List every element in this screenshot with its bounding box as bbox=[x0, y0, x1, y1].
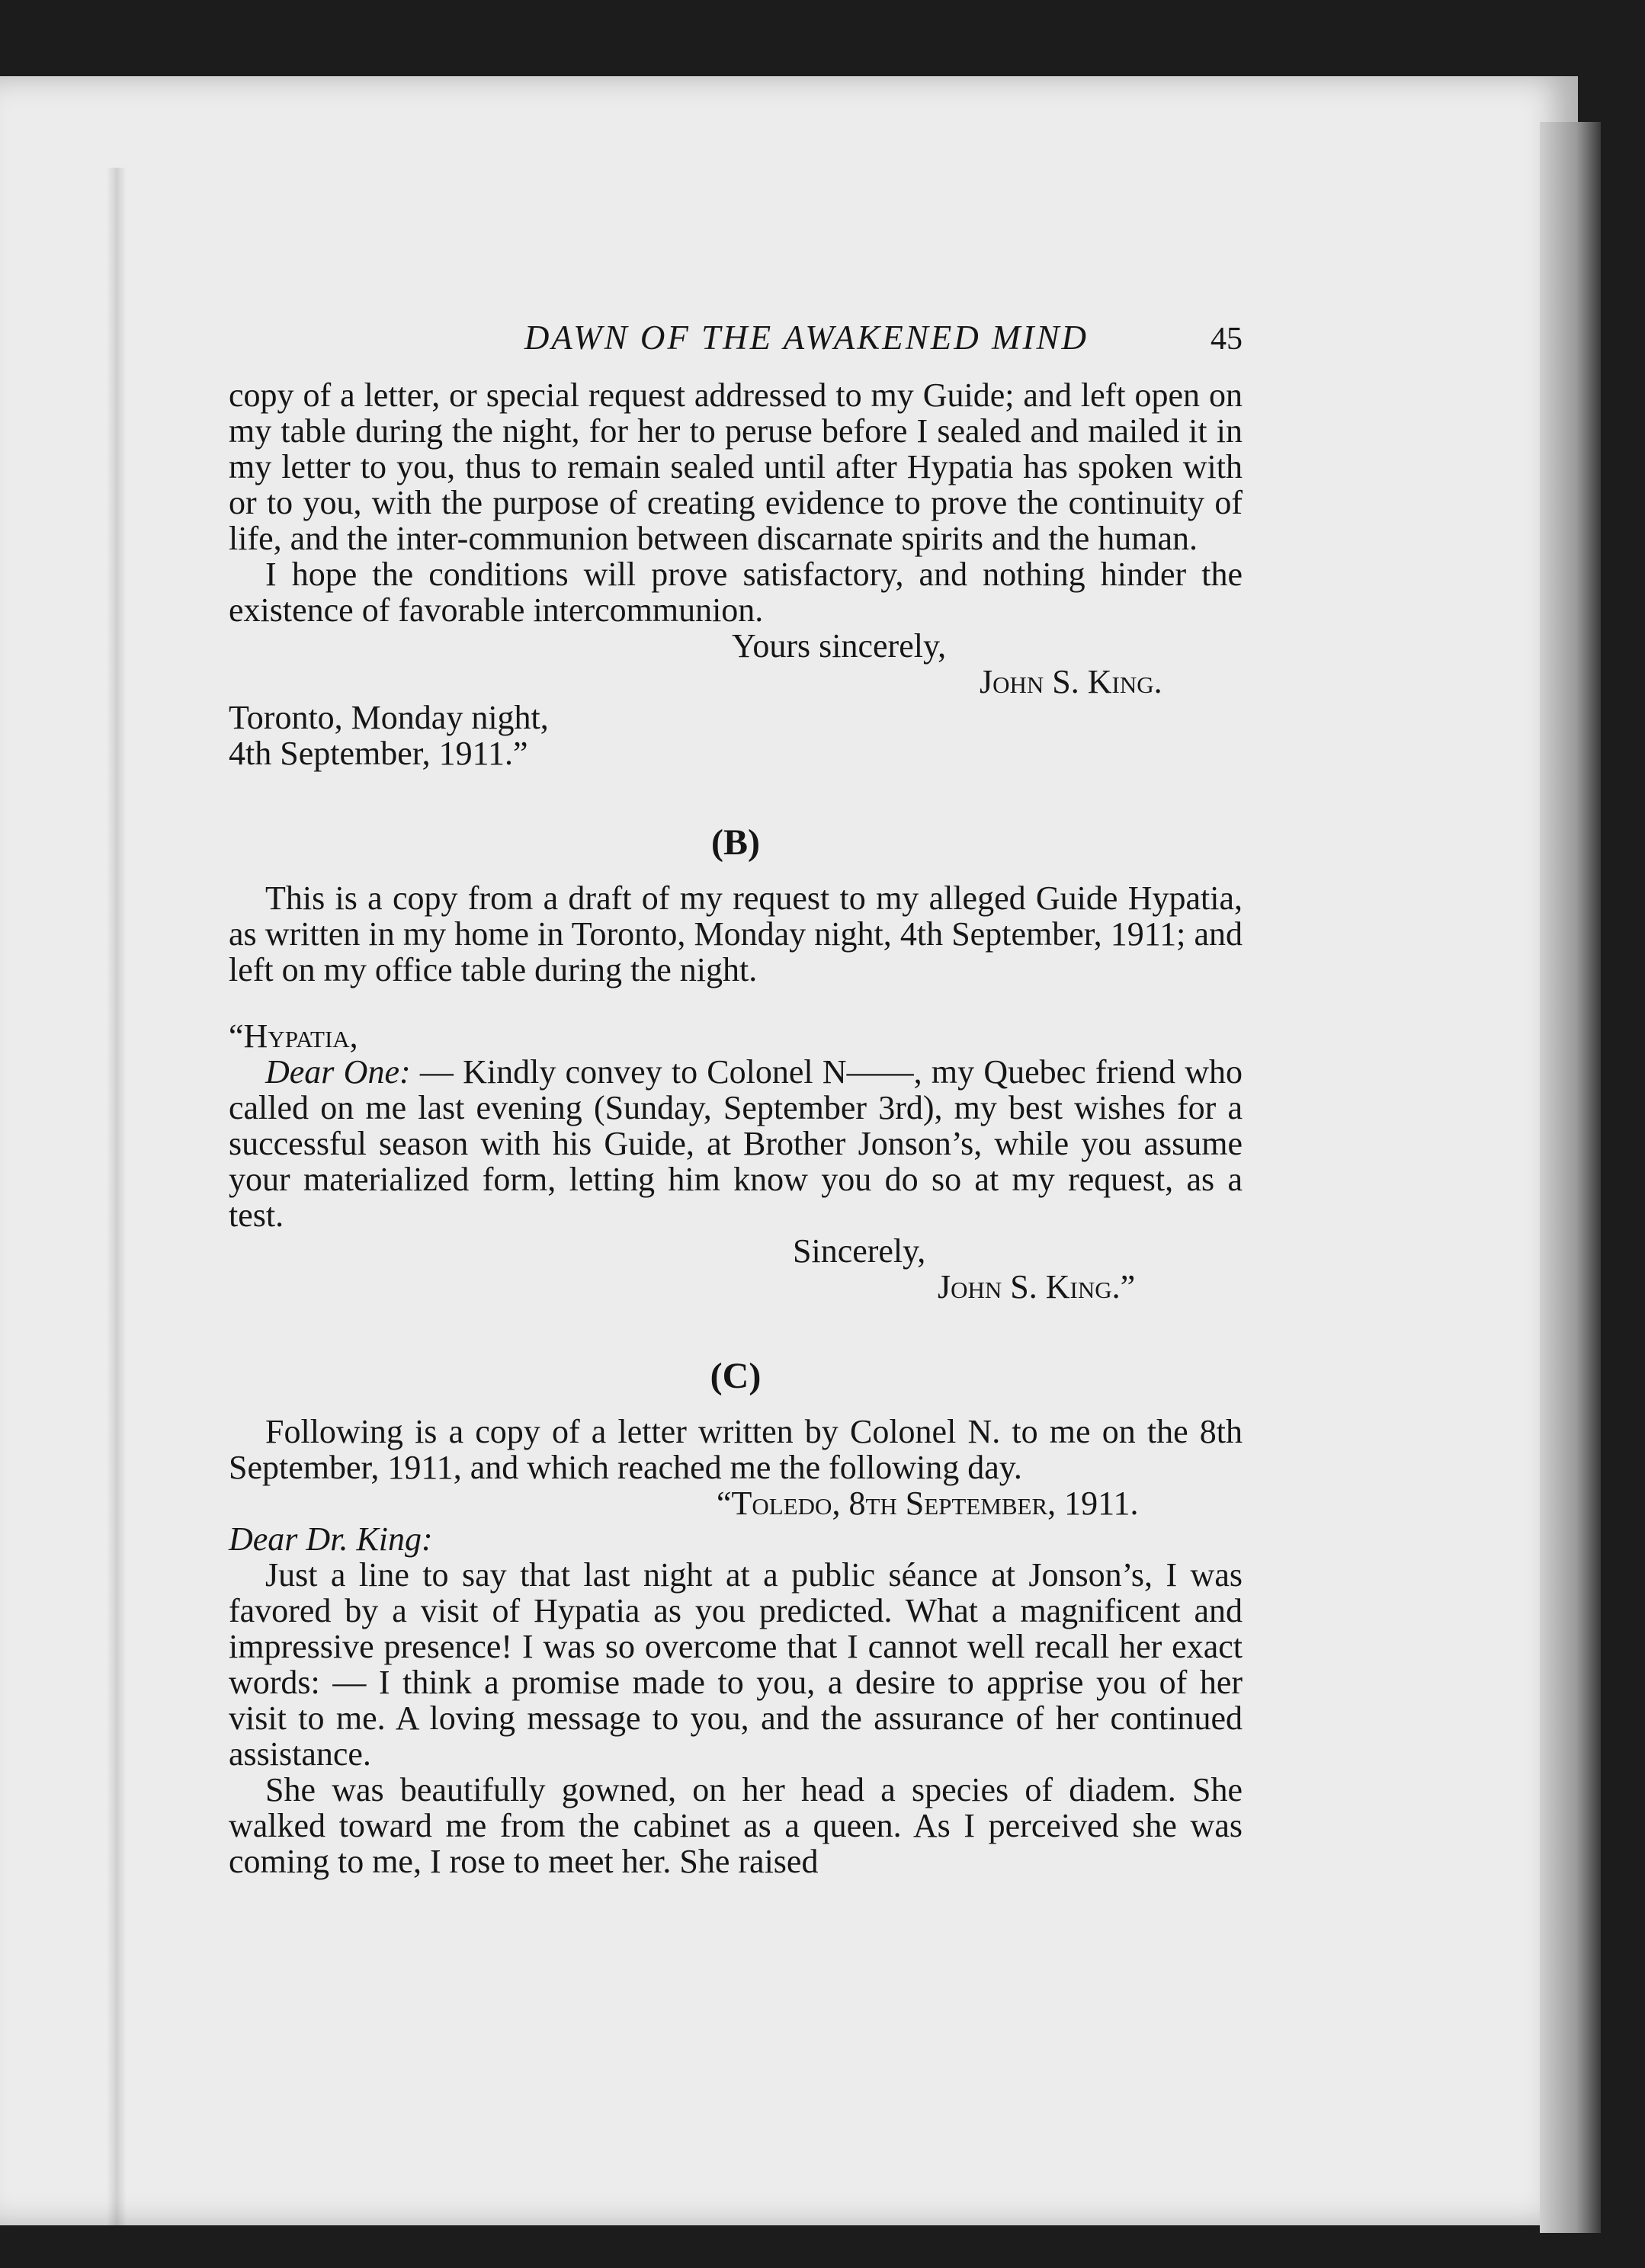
binding-gutter bbox=[107, 168, 127, 2225]
book-page bbox=[0, 76, 1578, 2225]
signature: John S. King.” bbox=[938, 1268, 1136, 1305]
paragraph: copy of a letter, or special request addressed to my Guide; and left open on my table during the night, for her to peruse before I sealed and mailed it in my letter to you, thus to remain sealed until after Hypatia has spoken with or to you, with the purpose of creating evidence to prove the continuity of life, and the inter-communion between discarnate spirits and the human. bbox=[229, 376, 1243, 557]
letter-closing: Sincerely, bbox=[793, 1232, 926, 1270]
page-text bbox=[229, 320, 1243, 1879]
dear-one: Dear One: bbox=[265, 1053, 411, 1091]
paragraph: Just a line to say that last night at a public séance at Jonson’s, I was favored by a visit of Hypatia as you predicted. What a magnificent and impressive presence! I was so overcome that I cannot well recall her exact words: — I think a promise made to you, a desire to apprise you of her visit to me. A loving message to you, and the assurance of her continued assistance. bbox=[229, 1556, 1243, 1773]
page-edge bbox=[1540, 122, 1601, 2233]
paragraph: This is a copy from a draft of my request to my alleged Guide Hypatia, as written in my home in Toronto, Monday night, 4th September, 1911; and left on my office table during the night. bbox=[229, 879, 1243, 988]
page-number: 45 bbox=[1211, 322, 1243, 357]
letter-dateline: “Toledo, 8th September, 1911. bbox=[717, 1485, 1139, 1522]
letter-body bbox=[229, 1054, 1243, 1233]
section-heading: (B) bbox=[711, 822, 760, 863]
letter-body-text: — Kindly convey to Colonel N——, my Quebec friend who called on me last evening (Sunday, September 3rd), my best wishes for a successful season with his Guide, at Brother Jonson’s, while you assume your materialized form, letting him know you do so at my request, as a test. bbox=[229, 1053, 1243, 1234]
letter-salutation: Dear Dr. King: bbox=[229, 1520, 433, 1558]
section-heading: (C) bbox=[710, 1356, 762, 1396]
running-header bbox=[229, 320, 1243, 357]
date-line: 4th September, 1911.” bbox=[229, 735, 528, 772]
letter-salutation: “Hypatia, bbox=[229, 1017, 358, 1055]
paragraph: I hope the conditions will prove satisfactory, and nothing hinder the existence of favorable intercommunion. bbox=[229, 556, 1243, 629]
place-line: Toronto, Monday night, bbox=[229, 699, 549, 736]
paragraph: She was beautifully gowned, on her head a species of diadem. She walked toward me from the cabinet as a queen. As I perceived she was coming to me, I rose to meet her. She raised bbox=[229, 1771, 1243, 1880]
letter-closing: Yours sincerely, bbox=[732, 627, 947, 665]
signature: John S. King. bbox=[980, 663, 1162, 700]
paragraph: Following is a copy of a letter written by Colonel N. to me on the 8th September, 1911, and which reached me the following day. bbox=[229, 1413, 1243, 1486]
running-title: DAWN OF THE AWAKENED MIND bbox=[524, 319, 1089, 357]
